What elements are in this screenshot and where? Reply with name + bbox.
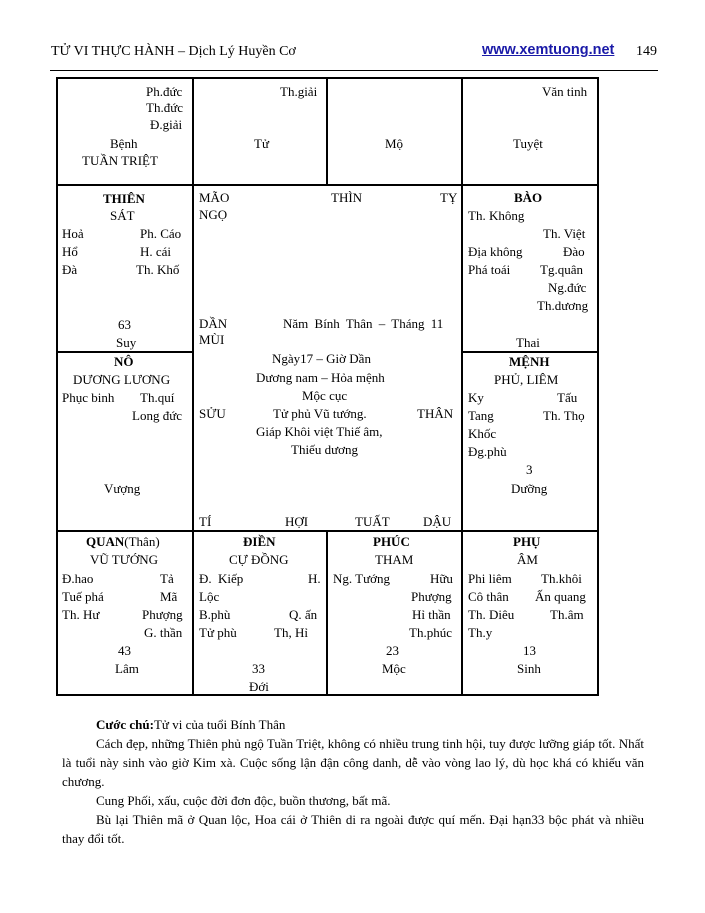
star-hi-than: Hỉ thần <box>412 607 451 622</box>
cung-menh-title: MỆNH <box>509 354 550 369</box>
cung-dien-status: Đới <box>249 679 269 694</box>
star-huu: Hữu <box>430 571 453 586</box>
star-th-hi: Th, Hỉ <box>274 625 308 640</box>
branch-mao: MÃO <box>199 190 230 205</box>
cung-phuc-subtitle: THAM <box>375 552 414 567</box>
center-line-4: Tử phủ Vũ tướng. <box>273 406 367 421</box>
star-da: Đà <box>62 262 78 277</box>
center-line-5: Giáp Khôi việt Thiế âm, <box>256 424 383 439</box>
star-dia-khong: Địa không <box>468 244 523 259</box>
cung-dien-title: ĐIỀN <box>243 534 276 549</box>
star-long-duc: Long đức <box>132 408 183 423</box>
star-h: H. <box>308 571 321 586</box>
center-line-6: Thiếu dương <box>291 442 358 457</box>
cung-bao-title: BÀO <box>514 190 543 205</box>
cung-bao-status: Thai <box>516 335 540 350</box>
cung-phuc-status: Mộc <box>382 661 406 676</box>
star-d-giai: Đ.giải <box>150 117 183 132</box>
cung-quan-number: 43 <box>118 643 131 658</box>
cung-thien-title: THIÊN <box>103 191 145 206</box>
star-th-giai: Th.giải <box>280 84 318 99</box>
cung-thien-status: Suy <box>116 335 137 350</box>
star-khoc: Khốc <box>468 426 497 441</box>
star-dg-phu: Đg.phù <box>468 444 507 459</box>
branch-mui: MÙI <box>199 332 225 347</box>
cung-phu-subtitle: ÂM <box>517 552 538 567</box>
star-th-khong: Th. Không <box>468 208 525 223</box>
star-phuc-binh: Phục binh <box>62 390 115 405</box>
cung-phu-title: PHỤ <box>513 534 541 549</box>
cung-phu-number: 13 <box>523 643 536 658</box>
chart-col-2-bottom <box>326 530 328 696</box>
notes-label: Cước chú: <box>96 717 154 732</box>
star-th-qui: Th.quí <box>140 390 175 405</box>
cung-quan-status: Lâm <box>115 661 139 676</box>
star-loc: Lộc <box>199 589 220 604</box>
star-ph-duc: Ph.đức <box>146 84 183 99</box>
star-b-phu: B.phù <box>199 607 231 622</box>
branch-hoi: HỢI <box>285 514 309 529</box>
star-th-am: Th.âm <box>550 607 584 622</box>
star-co-than: Cô thân <box>468 589 509 604</box>
chart-border-left <box>56 77 58 696</box>
branch-ngo: NGỌ <box>199 207 228 222</box>
star-dao: Đào <box>563 244 585 259</box>
star-ta: Tả <box>160 571 174 586</box>
header-rule <box>50 70 658 71</box>
cung-menh-number: 3 <box>526 462 533 477</box>
branch-tuat: TUẤT <box>355 514 390 529</box>
star-ky: Ky <box>468 390 484 405</box>
cung-phuc-number: 23 <box>386 643 399 658</box>
page-number: 149 <box>636 44 657 59</box>
star-th-duc: Th.đức <box>146 100 184 115</box>
cuc-label: Mộc cục <box>302 388 348 403</box>
notes-intro <box>62 715 644 734</box>
star-pha-toai: Phá toái <box>468 262 511 277</box>
star-th-y: Th.y <box>468 625 493 640</box>
status-tuyet: Tuyệt <box>513 136 543 151</box>
star-th-hu: Th. Hư <box>62 607 100 622</box>
branch-ti: TÍ <box>199 514 212 529</box>
star-th-tho: Th. Thọ <box>543 408 585 423</box>
star-ma: Mã <box>160 589 178 604</box>
star-tg-quan: Tg.quân <box>540 262 583 277</box>
chart-col-1 <box>192 77 194 696</box>
star-th-viet: Th. Việt <box>543 226 586 241</box>
star-tau: Tấu <box>557 390 578 405</box>
chart-col-3 <box>461 77 463 696</box>
cung-no-status: Vượng <box>104 481 141 496</box>
star-h-cai: H. cái <box>140 244 172 259</box>
branch-ty: TỴ <box>440 190 458 205</box>
star-g-than: G. thần <box>144 625 183 640</box>
star-tu-phu: Tử phù <box>199 625 237 640</box>
star-hoa: Hoả <box>62 226 84 241</box>
star-kiep: Kiếp <box>218 571 244 586</box>
cung-no-subtitle: DƯƠNG LƯƠNG <box>73 372 171 387</box>
star-an-quang: Ấn quang <box>535 589 586 604</box>
chart-col-2-top <box>326 77 328 186</box>
header-title: TỬ VI THỰC HÀNH – Dịch Lý Huyền Cơ <box>51 44 296 59</box>
cung-thien-number: 63 <box>118 317 131 332</box>
chart-line-2-right <box>463 351 599 353</box>
star-ng-tuong: Ng. Tướng <box>333 571 391 586</box>
star-d: Đ. <box>199 571 212 586</box>
star-ho: Hổ <box>62 244 78 259</box>
star-phuong-quan: Phượng <box>142 607 183 622</box>
cung-quan-name: QUAN <box>86 534 125 549</box>
branch-dan: DẦN <box>199 316 228 331</box>
branch-dau: DẬU <box>423 514 452 529</box>
cung-menh-subtitle: PHỦ, LIÊM <box>494 372 559 387</box>
star-tang: Tang <box>468 408 494 423</box>
star-q-an: Q. ấn <box>289 607 318 622</box>
tuan-triet-label: TUẦN TRIỆT <box>82 153 158 168</box>
status-benh: Bệnh <box>110 136 138 151</box>
star-th-duong: Th.dương <box>537 298 589 313</box>
star-th-phuc: Th.phúc <box>409 625 452 640</box>
branch-suu: SỬU <box>199 406 226 421</box>
cung-phuc-title: PHÚC <box>373 534 410 549</box>
chart-line-2-left <box>56 351 194 353</box>
notes-paragraph-3: Bù lại Thiên mã ở Quan lộc, Hoa cái ở Thiên di ra ngoài được quí mến. Đại hạn33 bộc phát và nhiều thay đổi tốt. <box>62 812 644 846</box>
notes-paragraph-2: Cung Phối, xấu, cuộc đời đơn độc, buồn thương, bất mã. <box>96 793 391 808</box>
star-ng-duc: Ng.đức <box>548 280 587 295</box>
star-th-kho: Th. Khố <box>136 262 180 277</box>
gender-element: Dương nam – Hỏa mệnh <box>256 370 385 385</box>
cung-quan-title <box>86 534 160 550</box>
star-d-hao: Đ.hao <box>62 571 94 586</box>
cung-quan-suffix: (Thân) <box>124 534 160 549</box>
cung-phu-status: Sinh <box>517 661 541 676</box>
star-van-tinh: Văn tinh <box>542 84 588 99</box>
cung-thien-subtitle: SÁT <box>110 208 135 223</box>
chart-border-right <box>597 77 599 696</box>
notes-intro-text: Tử vi của tuổi Bính Thân <box>153 717 286 732</box>
header-url-link[interactable]: www.xemtuong.net <box>482 42 615 58</box>
status-mo: Mộ <box>385 136 404 151</box>
star-th-khoi: Th.khôi <box>541 571 582 586</box>
cung-quan-subtitle: VŨ TƯỚNG <box>90 552 158 567</box>
birth-day-hour: Ngày17 – Giờ Dần <box>272 351 371 366</box>
cung-no-title: NÔ <box>114 354 134 369</box>
birth-year: Năm Bính Thân – Tháng 11 <box>283 316 444 331</box>
star-ph-cao: Ph. Cáo <box>140 226 182 241</box>
cung-dien-subtitle: CỰ ĐỒNG <box>229 552 289 567</box>
cung-menh-status: Dưỡng <box>511 481 548 496</box>
branch-thin: THÌN <box>331 190 363 205</box>
notes-paragraph-1: Cách đẹp, những Thiên phủ ngộ Tuần Triệt, không có nhiều trung tinh hội, tuy được lưỡng giáp tốt. Nhất là tuổi này sinh vào giờ Kim xà. Cuộc sống lận đận công danh, dễ vào vòng lao lý, dù học khá có khiếu văn chương. <box>62 736 644 789</box>
star-tue-pha: Tuế phá <box>62 589 104 604</box>
cung-dien-number: 33 <box>252 661 265 676</box>
status-tu: Tử <box>254 136 269 151</box>
branch-than: THÂN <box>417 406 454 421</box>
star-th-dieu: Th. Diêu <box>468 607 515 622</box>
star-phi-liem: Phi liêm <box>468 571 512 586</box>
star-phuong-phuc: Phượng <box>411 589 452 604</box>
